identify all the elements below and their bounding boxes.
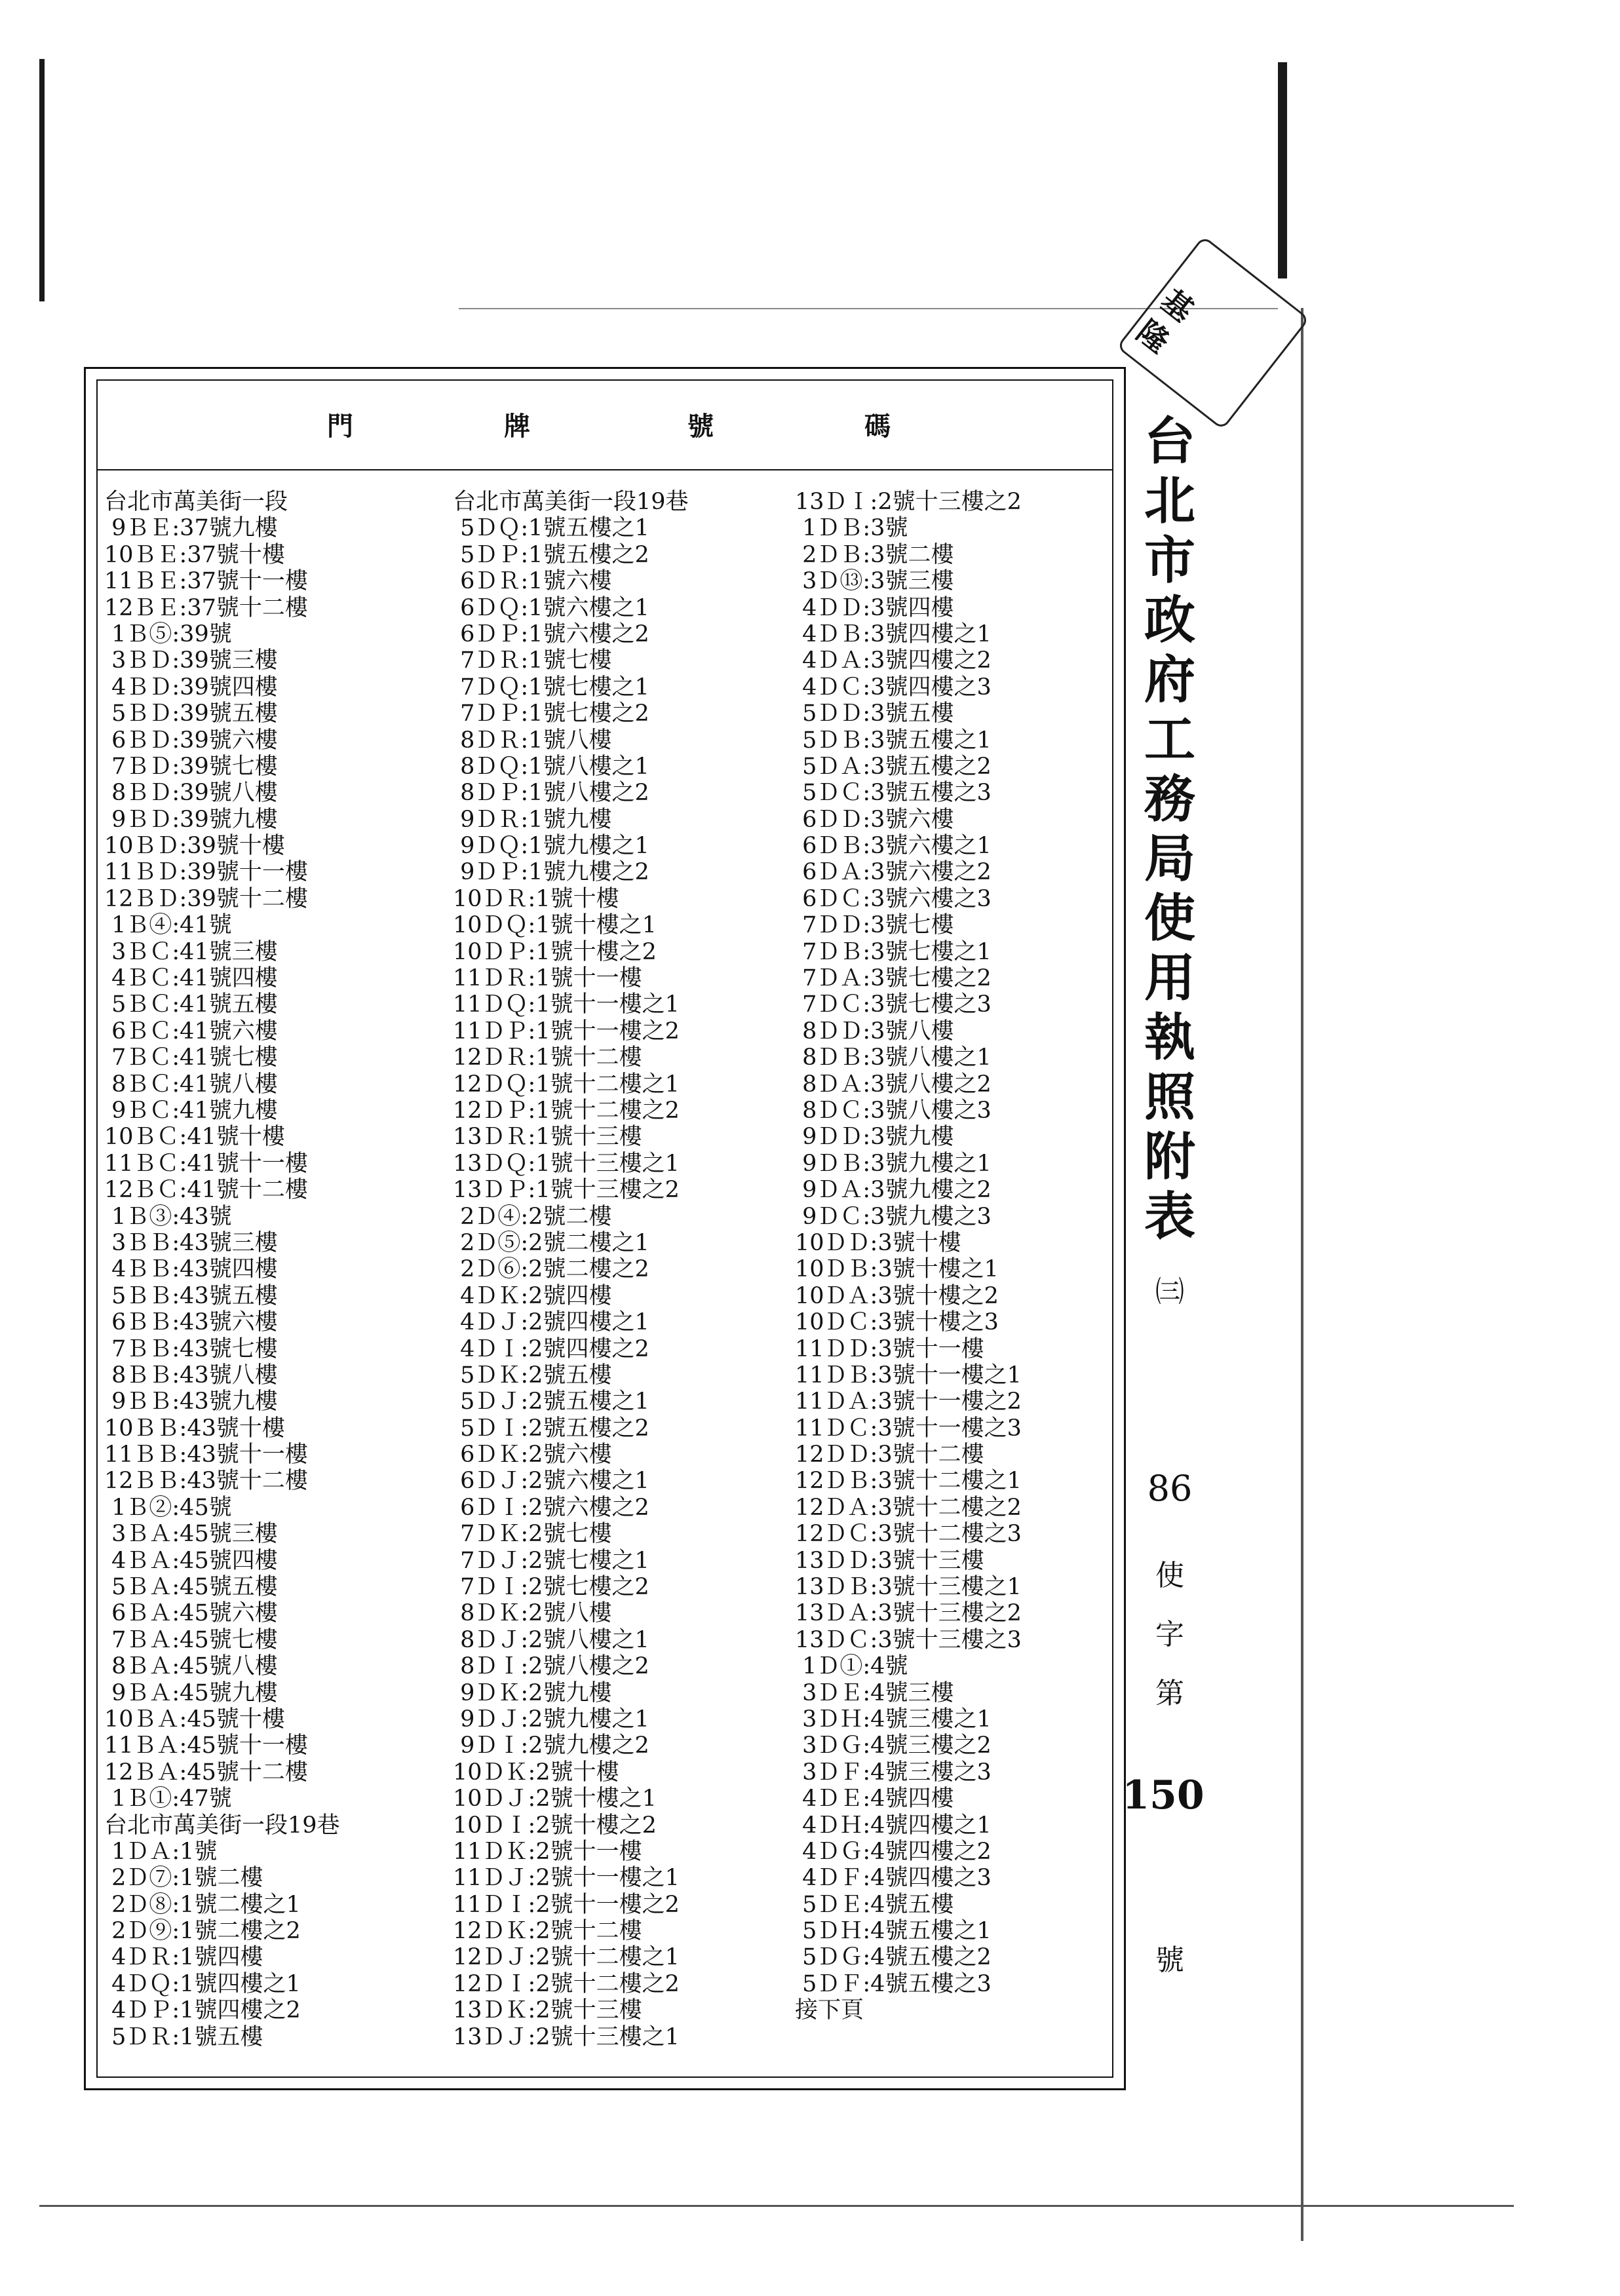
address-entry: 10ＢＥ:37號十樓 (104, 541, 285, 568)
address-entry: 4ＤＪ:2號四樓之1 (453, 1309, 649, 1336)
address-entry: 11ＢＣ:41號十一樓 (104, 1150, 308, 1177)
address-entry: 6ＢＡ:45號六樓 (104, 1600, 278, 1627)
address-entry: 11ＤＫ:2號十一樓 (453, 1838, 642, 1865)
license-suffix: 號 (1155, 1943, 1184, 1977)
address-entry: 7ＢＢ:43號七樓 (104, 1335, 278, 1362)
seal-stamp-text: 基 隆 (1130, 282, 1201, 360)
address-entry: 4ＢＣ:41號四樓 (104, 965, 278, 992)
address-entry: 4ＤＤ:3號四樓 (795, 594, 954, 621)
address-entry: 5ＤＨ:4號五樓之1 (795, 1918, 992, 1945)
address-entry: 10ＢＣ:41號十樓 (104, 1124, 285, 1151)
address-entry: 10ＢＢ:43號十樓 (104, 1415, 285, 1442)
address-entry: 10ＤＱ:1號十樓之1 (453, 912, 657, 939)
address-entry: 11ＤＱ:1號十一樓之1 (453, 991, 680, 1018)
address-entry: 13ＤＲ:1號十三樓 (453, 1124, 642, 1151)
scan-mark-right (1278, 62, 1287, 278)
header-char-2: 牌 (504, 411, 530, 442)
address-entry: 1Ｂ⑤:39號 (104, 621, 232, 647)
address-entry: 4ＤＦ:4號四樓之3 (795, 1865, 992, 1892)
address-entry: 4ＤＲ:1號四樓 (104, 1944, 263, 1971)
address-entry: 13ＤＩ:2號十三樓之2 (795, 489, 1022, 515)
address-entry: 5ＤＱ:1號五樓之1 (453, 515, 649, 542)
header-char-3: 號 (687, 411, 714, 442)
address-entry: 5ＤＪ:2號五樓之1 (453, 1388, 649, 1415)
address-entry: 9ＤＤ:3號九樓 (795, 1124, 954, 1151)
address-entry: 接下頁 (795, 1997, 864, 2024)
address-entry: 11ＢＡ:45號十一樓 (104, 1732, 308, 1759)
address-entry: 4ＤＣ:3號四樓之3 (795, 674, 992, 700)
license-year: 86 (1147, 1468, 1193, 1509)
address-entry: 6ＤＢ:3號六樓之1 (795, 833, 992, 860)
address-entry: 3ＤＨ:4號三樓之1 (795, 1706, 992, 1732)
address-entry: 2Ｄ⑨:1號二樓之2 (104, 1918, 301, 1945)
address-entry: 13ＤＰ:1號十三樓之2 (453, 1177, 680, 1204)
address-entry: 3ＤＧ:4號三樓之2 (795, 1732, 992, 1759)
address-entry: 8ＤＲ:1號八樓 (453, 727, 612, 754)
address-entry: 6ＤＩ:2號六樓之2 (453, 1494, 649, 1521)
address-entry: 10ＤＪ:2號十樓之1 (453, 1786, 657, 1812)
address-entry: 13ＤＢ:3號十三樓之1 (795, 1574, 1022, 1601)
address-entry: 5ＢＡ:45號五樓 (104, 1574, 278, 1601)
address-entry: 11ＤＩ:2號十一樓之2 (453, 1891, 680, 1918)
address-entry: 3ＢＡ:45號三樓 (104, 1521, 278, 1548)
address-entry: 6ＢＢ:43號六樓 (104, 1309, 278, 1336)
address-entry: 5ＤＲ:1號五樓 (104, 2023, 263, 2050)
address-entry: 台北市萬美街一段19巷 (453, 489, 689, 515)
address-entry: 1Ｂ④:41號 (104, 912, 232, 939)
address-entry: 2Ｄ⑥:2號二樓之2 (453, 1256, 649, 1283)
address-entry: 8ＤＰ:1號八樓之2 (453, 780, 649, 807)
address-entry: 11ＤＤ:3號十一樓 (795, 1335, 984, 1362)
address-entry: 台北市萬美街一段19巷 (104, 1812, 340, 1839)
address-entry: 9ＢＡ:45號九樓 (104, 1679, 278, 1706)
address-entry: 7ＤＫ:2號七樓 (453, 1521, 612, 1548)
address-entry: 3ＤＦ:4號三樓之3 (795, 1759, 992, 1786)
address-entry: 12ＤＤ:3號十二樓 (795, 1442, 984, 1468)
address-entry: 7ＢＣ:41號七樓 (104, 1044, 278, 1071)
address-entry: 8ＤＩ:2號八樓之2 (453, 1653, 649, 1680)
address-entry: 6ＢＤ:39號六樓 (104, 727, 278, 754)
address-entry: 8ＤＫ:2號八樓 (453, 1600, 612, 1627)
address-entry: 1Ｂ②:45號 (104, 1494, 232, 1521)
address-entry: 1Ｂ①:47號 (104, 1786, 232, 1812)
table-header (98, 381, 1112, 470)
address-entry: 3Ｄ⑬:3號三樓 (795, 568, 954, 595)
address-entry: 9ＢＥ:37號九樓 (104, 515, 278, 542)
address-entry: 12ＢＢ:43號十二樓 (104, 1468, 308, 1495)
address-entry: 7ＤＲ:1號七樓 (453, 647, 612, 674)
address-entry: 5ＤＰ:1號五樓之2 (453, 541, 649, 568)
address-entry: 9ＤＰ:1號九樓之2 (453, 859, 649, 886)
address-entry: 10ＤＫ:2號十樓 (453, 1759, 619, 1786)
address-entry: 2ＤＢ:3號二樓 (795, 541, 954, 568)
address-entry: 12ＤＩ:2號十二樓之2 (453, 1970, 680, 1997)
address-entry: 4ＤＰ:1號四樓之2 (104, 1997, 301, 2024)
address-entry: 12ＤＰ:1號十二樓之2 (453, 1097, 680, 1124)
address-entry: 10ＤＣ:3號十樓之3 (795, 1309, 999, 1336)
address-entry: 12ＢＤ:39號十二樓 (104, 885, 308, 912)
address-entry: 11ＤＲ:1號十一樓 (453, 965, 642, 992)
address-entry: 11ＤＪ:2號十一樓之1 (453, 1865, 680, 1892)
address-entry: 10ＤＲ:1號十樓 (453, 885, 619, 912)
address-entry: 2Ｄ⑤:2號二樓之1 (453, 1229, 649, 1256)
address-entry: 9ＤＪ:2號九樓之1 (453, 1706, 649, 1732)
address-entry: 7ＤＡ:3號七樓之2 (795, 965, 992, 992)
address-entry: 9ＢＣ:41號九樓 (104, 1097, 278, 1124)
address-entry: 8ＢＡ:45號八樓 (104, 1653, 278, 1680)
address-entry: 8ＢＣ:41號八樓 (104, 1071, 278, 1098)
address-entry: 8ＤＣ:3號八樓之3 (795, 1097, 992, 1124)
address-entry: 9ＤＫ:2號九樓 (453, 1679, 612, 1706)
address-entry: 10ＢＡ:45號十樓 (104, 1706, 285, 1732)
address-entry: 13ＤＤ:3號十三樓 (795, 1547, 984, 1574)
address-entry: 4ＤＫ:2號四樓 (453, 1282, 612, 1309)
address-entry: 2Ｄ⑧:1號二樓之1 (104, 1891, 301, 1918)
address-entry: 11ＤＢ:3號十一樓之1 (795, 1362, 1022, 1388)
address-entry: 8ＤＢ:3號八樓之1 (795, 1044, 992, 1071)
address-entry: 5ＤＢ:3號五樓之1 (795, 727, 992, 754)
address-entry: 6ＤＰ:1號六樓之2 (453, 621, 649, 647)
address-entry: 8ＤＡ:3號八樓之2 (795, 1071, 992, 1098)
address-entry: 3ＢＣ:41號三樓 (104, 938, 278, 965)
address-entry: 11ＢＢ:43號十一樓 (104, 1442, 308, 1468)
address-entry: 6ＢＣ:41號六樓 (104, 1018, 278, 1044)
address-entry: 6ＤＣ:3號六樓之3 (795, 885, 992, 912)
address-entry: 7ＤＱ:1號七樓之1 (453, 674, 649, 700)
address-entry: 7ＤＢ:3號七樓之1 (795, 938, 992, 965)
address-entry: 9ＤＲ:1號九樓 (453, 806, 612, 833)
address-entry: 5ＤＦ:4號五樓之3 (795, 1970, 992, 1997)
address-entry: 1Ｄ①:4號 (795, 1653, 908, 1680)
address-entry: 7ＤＤ:3號七樓 (795, 912, 954, 939)
address-entry: 7ＤＩ:2號七樓之2 (453, 1574, 649, 1601)
address-entry: 13ＤＫ:2號十三樓 (453, 1997, 642, 2024)
address-entry: 10ＤＢ:3號十樓之1 (795, 1256, 999, 1283)
address-entry: 13ＤＱ:1號十三樓之1 (453, 1150, 680, 1177)
address-entry: 12ＤＢ:3號十二樓之1 (795, 1468, 1022, 1495)
address-entry: 10ＤＡ:3號十樓之2 (795, 1282, 999, 1309)
address-entry: 6ＤＤ:3號六樓 (795, 806, 954, 833)
address-entry: 8ＢＤ:39號八樓 (104, 780, 278, 807)
address-entry: 7ＤＣ:3號七樓之3 (795, 991, 992, 1018)
address-entry: 9ＤＣ:3號九樓之3 (795, 1203, 992, 1230)
address-entry: 9ＢＤ:39號九樓 (104, 806, 278, 833)
license-prefix: 使 字 第 (1155, 1559, 1184, 1710)
header-char-4: 碼 (864, 411, 891, 442)
address-entry: 5ＤＫ:2號五樓 (453, 1362, 612, 1388)
address-entry: 1Ｂ③:43號 (104, 1203, 232, 1230)
part-number: ㈢ (1155, 1275, 1184, 1309)
address-entry: 3ＤＥ:4號三樓 (795, 1679, 954, 1706)
address-column-1 (104, 489, 340, 2050)
address-entry: 11ＤＣ:3號十一樓之3 (795, 1415, 1022, 1442)
address-entry: 7ＤＪ:2號七樓之1 (453, 1547, 649, 1574)
address-entry: 5ＤＧ:4號五樓之2 (795, 1944, 992, 1971)
address-entry: 5ＤＩ:2號五樓之2 (453, 1415, 649, 1442)
address-entry: 6ＤＡ:3號六樓之2 (795, 859, 992, 886)
address-entry: 11ＤＰ:1號十一樓之2 (453, 1018, 680, 1044)
address-entry: 4ＤＩ:2號四樓之2 (453, 1335, 649, 1362)
address-entry: 4ＤＱ:1號四樓之1 (104, 1970, 301, 1997)
address-entry: 6ＤＪ:2號六樓之1 (453, 1468, 649, 1495)
address-entry: 7ＤＰ:1號七樓之2 (453, 700, 649, 727)
address-entry: 4ＢＡ:45號四樓 (104, 1547, 278, 1574)
license-number: 150 (1122, 1772, 1205, 1818)
address-entry: 8ＤＪ:2號八樓之1 (453, 1626, 649, 1653)
address-entry: 5ＤＣ:3號五樓之3 (795, 780, 992, 807)
address-entry: 4ＤＨ:4號四樓之1 (795, 1812, 992, 1839)
address-entry: 13ＤＪ:2號十三樓之1 (453, 2023, 680, 2050)
address-entry: 8ＤＱ:1號八樓之1 (453, 753, 649, 780)
address-entry: 9ＤＱ:1號九樓之1 (453, 833, 649, 860)
address-entry: 6ＤＫ:2號六樓 (453, 1442, 612, 1468)
address-entry: 3ＢＤ:39號三樓 (104, 647, 278, 674)
door-number-table (84, 367, 1126, 2090)
address-entry: 4ＢＤ:39號四樓 (104, 674, 278, 700)
address-entry: 9ＤＡ:3號九樓之2 (795, 1177, 992, 1204)
address-entry: 4ＤＧ:4號四樓之2 (795, 1838, 992, 1865)
address-entry: 12ＢＣ:41號十二樓 (104, 1177, 308, 1204)
address-entry: 2Ｄ④:2號二樓 (453, 1203, 612, 1230)
address-entry: 5ＢＣ:41號五樓 (104, 991, 278, 1018)
address-entry: 5ＤＡ:3號五樓之2 (795, 753, 992, 780)
address-entry: 13ＤＣ:3號十三樓之3 (795, 1626, 1022, 1653)
address-entry: 7ＢＡ:45號七樓 (104, 1626, 278, 1653)
address-column-3 (795, 489, 1022, 2024)
address-entry: 2Ｄ⑦:1號二樓 (104, 1865, 263, 1892)
address-entry: 11ＢＥ:37號十一樓 (104, 568, 308, 595)
address-entry: 12ＤＫ:2號十二樓 (453, 1918, 642, 1945)
address-entry: 11ＤＡ:3號十一樓之2 (795, 1388, 1022, 1415)
address-entry: 5ＢＤ:39號五樓 (104, 700, 278, 727)
address-entry: 12ＤＡ:3號十二樓之2 (795, 1494, 1022, 1521)
address-entry: 5ＤＥ:4號五樓 (795, 1891, 954, 1918)
address-entry: 9ＤＢ:3號九樓之1 (795, 1150, 992, 1177)
address-entry: 10ＤＩ:2號十樓之2 (453, 1812, 657, 1839)
address-entry: 10ＤＰ:1號十樓之2 (453, 938, 657, 965)
address-entry: 12ＢＡ:45號十二樓 (104, 1759, 308, 1786)
scan-edge-bottom (39, 2205, 1514, 2207)
address-entry: 12ＤＲ:1號十二樓 (453, 1044, 642, 1071)
document-title: 台 北 市 政 府 工 務 局 使 用 執 照 附 表 (1144, 411, 1195, 1246)
address-entry: 4ＤＢ:3號四樓之1 (795, 621, 992, 647)
address-entry: 4ＢＢ:43號四樓 (104, 1256, 278, 1283)
address-entry: 6ＤＲ:1號六樓 (453, 568, 612, 595)
address-entry: 6ＤＱ:1號六樓之1 (453, 594, 649, 621)
address-entry: 5ＤＤ:3號五樓 (795, 700, 954, 727)
address-entry: 5ＢＢ:43號五樓 (104, 1282, 278, 1309)
address-entry: 4ＤＡ:3號四樓之2 (795, 647, 992, 674)
address-entry: 台北市萬美街一段 (104, 489, 288, 515)
table-inner-border (96, 379, 1113, 2078)
address-entry: 10ＤＤ:3號十樓 (795, 1229, 961, 1256)
address-entry: 9ＤＩ:2號九樓之2 (453, 1732, 649, 1759)
scan-mark-left (39, 59, 45, 301)
address-entry: 8ＢＢ:43號八樓 (104, 1362, 278, 1388)
address-entry: 13ＤＡ:3號十三樓之2 (795, 1600, 1022, 1627)
address-column-2 (453, 489, 689, 2050)
address-entry: 12ＤＣ:3號十二樓之3 (795, 1521, 1022, 1548)
address-entry: 12ＤＪ:2號十二樓之1 (453, 1944, 680, 1971)
address-entry: 1ＤＢ:3號 (795, 515, 908, 542)
address-entry: 12ＤＱ:1號十二樓之1 (453, 1071, 680, 1098)
header-char-1: 門 (327, 411, 353, 442)
address-entry: 7ＢＤ:39號七樓 (104, 753, 278, 780)
address-entry: 8ＤＤ:3號八樓 (795, 1018, 954, 1044)
scan-edge-right (1301, 308, 1303, 2241)
address-entry: 12ＢＥ:37號十二樓 (104, 594, 308, 621)
address-entry: 11ＢＤ:39號十一樓 (104, 859, 308, 886)
address-entry: 4ＤＥ:4號四樓 (795, 1786, 954, 1812)
address-entry: 9ＢＢ:43號九樓 (104, 1388, 278, 1415)
address-entry: 10ＢＤ:39號十樓 (104, 833, 285, 860)
address-entry: 3ＢＢ:43號三樓 (104, 1229, 278, 1256)
address-entry: 1ＤＡ:1號 (104, 1838, 218, 1865)
